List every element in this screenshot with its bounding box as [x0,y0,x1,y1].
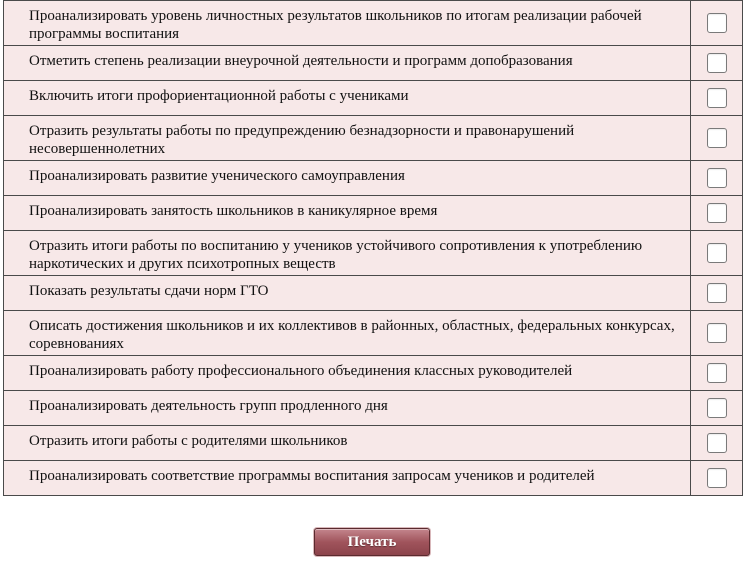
checklist-row [4,356,743,391]
checklist-row [4,391,743,426]
checklist-row [4,81,743,116]
checklist-item-label: Включить итоги профориентационной работы с учениками [4,81,691,116]
checklist-item-label: Проанализировать работу профессионального объединения классных руководителей [4,356,691,391]
print-button[interactable]: Печать [314,528,430,556]
checklist-row [4,276,743,311]
checklist-item-label: Проанализировать деятельность групп продленного дня [4,391,691,426]
checklist-item-label: Проанализировать развитие ученического самоуправления [4,161,691,196]
checklist-item-label: Отразить итоги работы с родителями школьников [4,426,691,461]
checklist-row [4,46,743,81]
checklist-checkbox[interactable] [707,168,727,188]
checklist-checkbox[interactable] [707,53,727,73]
checklist-checkbox[interactable] [707,433,727,453]
checklist-row [4,231,743,276]
checklist-row [4,116,743,161]
checklist-row [4,161,743,196]
checklist-checkbox[interactable] [707,468,727,488]
checklist-item-label: Отразить итоги работы по воспитанию у учеников устойчивого сопротивления к употреблению наркотических и других психотропных веществ [4,231,691,276]
checklist-row [4,426,743,461]
checklist-table [3,0,743,496]
checklist-item-label: Показать результаты сдачи норм ГТО [4,276,691,311]
checklist-row [4,1,743,46]
checklist-item-label: Проанализировать занятость школьников в каникулярное время [4,196,691,231]
checklist-item-label: Описать достижения школьников и их коллективов в районных, областных, федеральных конкурсах, соревнованиях [4,311,691,356]
checklist-checkbox[interactable] [707,128,727,148]
checklist-item-label: Отметить степень реализации внеурочной деятельности и программ допобразования [4,46,691,81]
checklist-checkbox[interactable] [707,88,727,108]
checklist-checkbox[interactable] [707,323,727,343]
checklist-item-label: Проанализировать соответствие программы воспитания запросам учеников и родителей [4,461,691,496]
checklist-row [4,311,743,356]
checklist-checkbox[interactable] [707,203,727,223]
checklist-checkbox[interactable] [707,13,727,33]
checklist-checkbox[interactable] [707,243,727,263]
checklist-item-label: Проанализировать уровень личностных результатов школьников по итогам реализации рабочей программы воспитания [4,1,691,46]
checklist-checkbox[interactable] [707,283,727,303]
checklist-item-label: Отразить результаты работы по предупреждению безнадзорности и правонарушений несовершеннолетних [4,116,691,161]
checklist-row [4,196,743,231]
checklist-checkbox[interactable] [707,363,727,383]
checklist-row [4,461,743,496]
checklist-checkbox[interactable] [707,398,727,418]
